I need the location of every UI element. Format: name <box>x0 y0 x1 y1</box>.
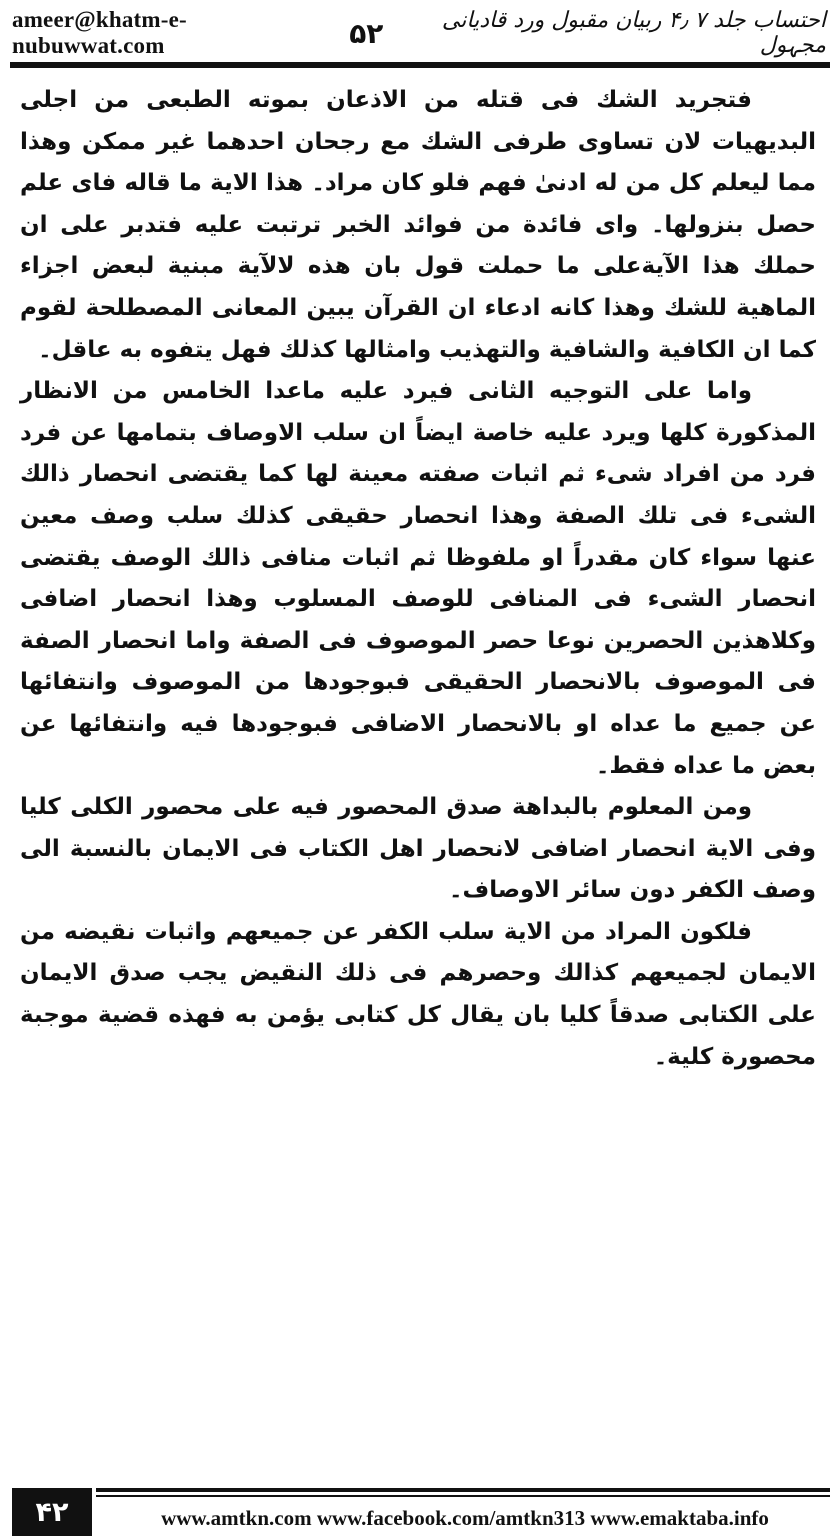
footer-links[interactable]: www.amtkn.com www.facebook.com/amtkn313 www.emaktaba.info <box>161 1505 769 1530</box>
page-header <box>12 8 826 58</box>
footer-page-number: ۴۲ <box>12 1488 92 1536</box>
header-page-number: ۵۲ <box>349 16 384 50</box>
header-left <box>12 7 383 59</box>
header-email[interactable]: ameer@khatm-e-nubuwwat.com <box>12 7 187 58</box>
body-text <box>20 80 816 1078</box>
paragraph-2: واما على التوجيه الثانى فيرد عليه ماعدا الخامس من الانظار المذكورة كلها ويرد عليه خاصة ايضاً ان سلب الاوصاف بتمامها عن فرد فرد من افراد شىء ثم اثبات صفته معينة لها كما يقتضى انحصار ذالك الشىء فى تلك الصفة وهذا انحصار حقيقى كذلك سلب وصف معين عنها سواء كان مقدراً او ملفوظا ثم اثبات منافى ذالك الوصف يقتضى انحصار الشىء فى المنافى للوصف المسلوب وهذا انحصار اضافى وكلاهذين الحصرين نوعا حصر الموصوف فى الصفة واما انحصار الصفة فى الموصوف بالانحصار الحقيقى فبوجودها من الموصوف وانتفائها عن جميع ما عداه او بالانحصار الاضافى فبوجودها فيه وانتفائها عن بعض ما عداه فقط۔ <box>20 378 816 779</box>
footer-rule <box>96 1488 830 1492</box>
paragraph-3: ومن المعلوم بالبداهة صدق المحصور فيه على محصور الكلى كليا وفى الاية انحصار اضافى لانحصار اهل الكتاب فى الايمان بالنسبة الى وصف الكفر دون سائر الاوصاف۔ <box>20 794 816 904</box>
header-rule <box>10 62 830 68</box>
header-book-title: احتساب جلد ۷ ۴٫ ربیان مقبول ورد قادیانی مجہول <box>441 8 826 58</box>
paragraph-4: فلكون المراد من الاية سلب الكفر عن جميعهم واثبات نقيضه من الايمان لجميعهم كذالك وحصرهم فى ذلك النقيض يجب صدق الايمان على الكتابى صدقاً كليا بان يقال كل كتابى يؤمن به فهذه قضية موجبة محصورة كلية۔ <box>20 918 816 1070</box>
footer-rule-thin <box>96 1495 830 1497</box>
paragraph-1: فتجريد الشك فى قتله من الاذعان بموته الطبعى من اجلى البديهيات لان تساوى طرفى الشك مع رجحان احدهما غير ممكن وهذا مما ليعلم كل من له ادنىٰ فهم فلو كان مراد۔ هذا الاية ما قاله فاى علم حصل بنزولها۔ واى فائدة من فوائد الخبر ترتبت عليه فتدبر على ان حملك هذا الآيةعلى ما حملت قول بان هذه لالآية مبنية لبعض اجزاء الماهية للشك وهذا كانه ادعاء ان القرآن يبين المعانى المصطلحة لقوم كما ان الكافية والشافية والتهذيب وامثالها كذلك فهل يتفوه به عاقل۔ <box>20 87 816 363</box>
